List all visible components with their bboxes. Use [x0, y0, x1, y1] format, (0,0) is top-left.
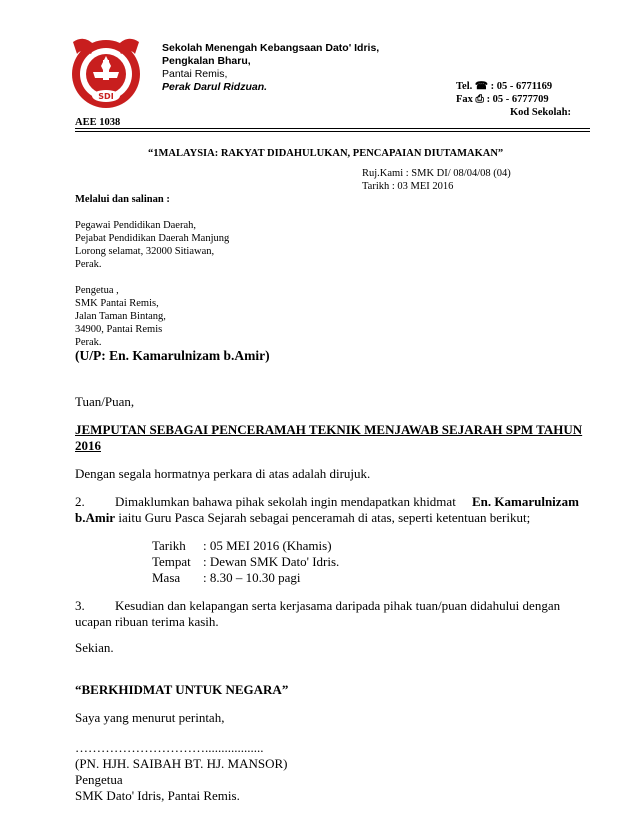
- telephone: Tel. ☎ : 05 - 6771169: [456, 81, 553, 92]
- school-code-label: Kod Sekolah:: [510, 107, 571, 118]
- recipient2-line: Jalan Taman Bintang,: [75, 311, 166, 322]
- recipient1-line: Perak.: [75, 259, 102, 270]
- school-logo: [65, 32, 147, 114]
- svg-text:SDI: SDI: [98, 92, 114, 101]
- address-line-1: Pengkalan Bharu,: [162, 55, 251, 67]
- signer-position: Pengetua: [75, 772, 123, 787]
- paragraph-1: Dengan segala hormatnya perkara di atas adalah dirujuk.: [75, 466, 371, 481]
- detail-label: Tarikh: [152, 538, 186, 553]
- recipient2-line: SMK Pantai Remis,: [75, 298, 159, 309]
- motto: “BERKHIDMAT UNTUK NEGARA”: [75, 682, 289, 697]
- signature-line: …………………………..................: [75, 740, 264, 755]
- school-name: Sekolah Menengah Kebangsaan Dato' Idris,: [162, 42, 380, 54]
- address-line-2: Pantai Remis,: [162, 68, 228, 80]
- via-label: Melalui dan salinan :: [75, 194, 170, 205]
- detail-label: Tempat: [152, 554, 191, 569]
- detail-value: : 05 MEI 2016 (Khamis): [203, 538, 332, 553]
- paragraph-3-line-2: ucapan ribuan terima kasih.: [75, 614, 219, 629]
- letter-date: Tarikh : 03 MEI 2016: [362, 181, 454, 192]
- subject-line-1: JEMPUTAN SEBAGAI PENCERAMAH TEKNIK MENJAWAB SEJARAH SPM TAHUN: [75, 422, 583, 437]
- recipient2-line: Perak.: [75, 337, 102, 348]
- paragraph-2-text: Dimaklumkan bahawa pihak sekolah ingin mendapatkan khidmat: [115, 494, 456, 509]
- reference-number: Ruj.Kami : SMK DI/ 08/04/08 (04): [362, 168, 511, 179]
- detail-value: : 8.30 – 10.30 pagi: [203, 570, 301, 585]
- subject-line-2: 2016: [75, 438, 101, 453]
- obey-line: Saya yang menurut perintah,: [75, 710, 225, 725]
- header-divider-bottom: [75, 131, 590, 132]
- recipient1-line: Pejabat Pendidikan Daerah Manjung: [75, 233, 230, 244]
- closing: Sekian.: [75, 640, 114, 655]
- paragraph-3-number: 3.: [75, 598, 85, 613]
- paragraph-3-text: Kesudian dan kelapangan serta kerjasama daripada pihak tuan/puan didahului dengan: [115, 598, 561, 613]
- signer-institution: SMK Dato' Idris, Pantai Remis.: [75, 788, 240, 803]
- signer-name: (PN. HJH. SAIBAH BT. HJ. MANSOR): [75, 756, 288, 771]
- paragraph-2-line-2: [75, 510, 530, 526]
- speaker-name: En. Kamarulnizam: [472, 494, 579, 509]
- header-divider-top: [75, 128, 590, 129]
- fax: Fax ⎙ : 05 - 6777709: [456, 94, 549, 105]
- school-code: AEE 1038: [75, 117, 121, 128]
- recipient1-line: Lorong selamat, 32000 Sitiawan,: [75, 246, 215, 257]
- recipient2-line: 34900, Pantai Remis: [75, 324, 163, 335]
- speaker-name-cont: b.Amir: [75, 510, 116, 525]
- detail-value: : Dewan SMK Dato' Idris.: [203, 554, 340, 569]
- paragraph-2-number: 2.: [75, 494, 85, 509]
- recipient2-line: Pengetua ,: [75, 285, 119, 296]
- salutation: Tuan/Puan,: [75, 394, 135, 409]
- paragraph-2-rest: iaitu Guru Pasca Sejarah sebagai penceramah di atas, seperti ketentuan berikut;: [115, 510, 531, 525]
- address-line-3: Perak Darul Ridzuan.: [162, 81, 268, 93]
- recipient1-line: Pegawai Pendidikan Daerah,: [75, 220, 197, 231]
- detail-label: Masa: [152, 570, 181, 585]
- attention-line: (U/P: En. Kamarulnizam b.Amir): [75, 348, 270, 363]
- slogan: “1MALAYSIA: RAKYAT DIDAHULUKAN, PENCAPAIAN DIUTAMAKAN”: [148, 148, 504, 159]
